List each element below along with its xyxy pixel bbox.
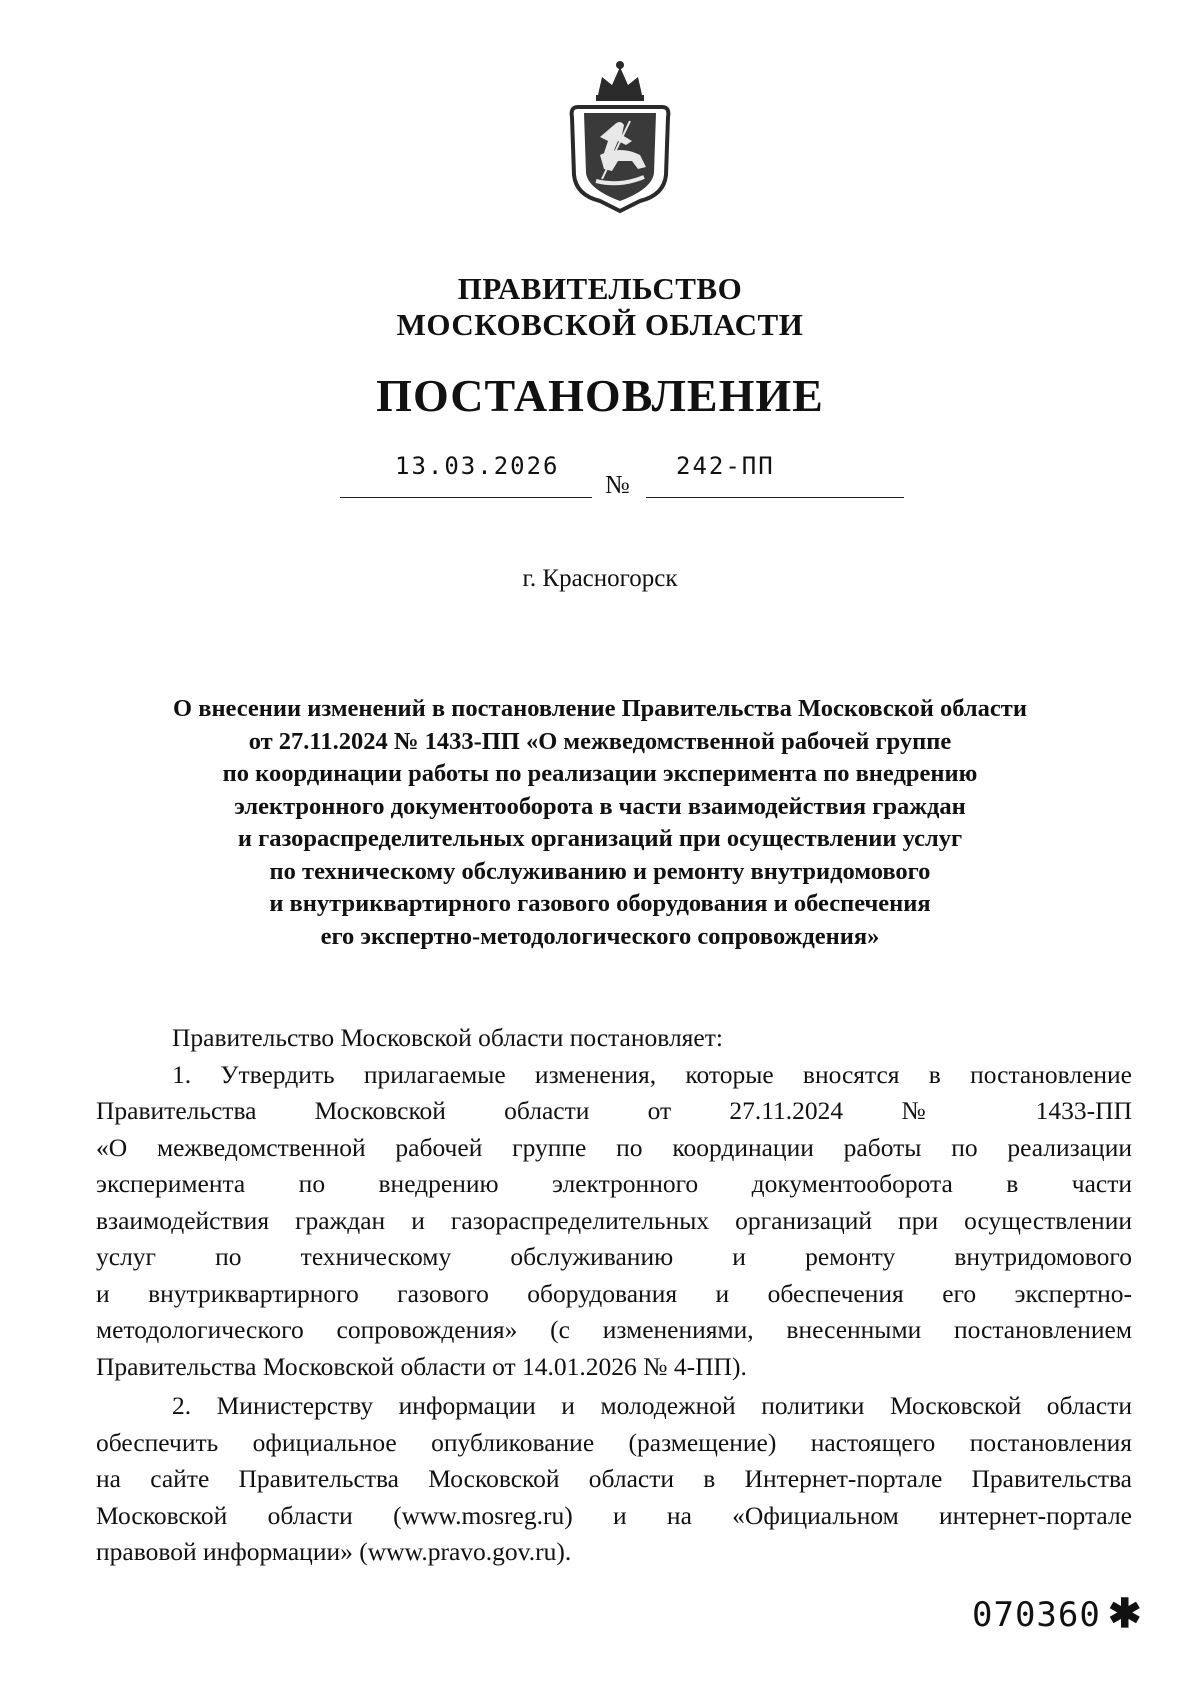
- number-underline: [646, 497, 904, 498]
- document-body: [96, 1020, 1132, 1571]
- heading-line: по координации работы по реализации эксперимента по внедрению: [222, 760, 978, 787]
- body-line: эксперимента по внедрению электронного документооборота в части: [96, 1169, 1132, 1198]
- heading-line: его экспертно-методологического сопровождения»: [320, 922, 880, 950]
- body-line: правовой информации» (www.pravo.gov.ru).: [96, 1537, 572, 1566]
- body-line: услуг по техническому обслуживанию и ремонту внутридомового: [96, 1242, 1132, 1271]
- body-line: Московской области (www.mosreg.ru) и на «Официальном интернет-портале: [96, 1500, 1132, 1530]
- asterisk-mark: ✱: [1108, 1591, 1142, 1636]
- heading-line: и газораспределительных организаций при осуществлении услуг: [237, 825, 963, 852]
- body-line: и внутриквартирного газового оборудования и обеспечения его экспертно-: [96, 1278, 1132, 1308]
- number-sign: №: [605, 470, 630, 499]
- heading-line: по техническому обслуживанию и ремонту внутридомового: [269, 857, 931, 885]
- document-number: 242-ПП: [676, 452, 775, 480]
- body-line: Правительства Московской области от 27.11.2024 № 1433-ПП: [96, 1096, 1132, 1125]
- government-name-line1: ПРАВИТЕЛЬСТВО: [457, 271, 743, 306]
- city-name: г. Красногорск: [522, 565, 678, 592]
- heading-line: от 27.11.2024 № 1433-ПП «О межведомственной рабочей группе: [248, 727, 952, 755]
- paragraph-2: [96, 1388, 1132, 1571]
- heading-line: и внутриквартирного газового оборудования и обеспечения: [269, 890, 931, 917]
- document-date: 13.03.2026: [395, 452, 560, 480]
- heading-line: электронного документооборота в части взаимодействия граждан: [234, 792, 966, 820]
- government-name-line2: МОСКОВСКОЙ ОБЛАСТИ: [396, 307, 804, 342]
- paragraph-1: [96, 1057, 1132, 1386]
- document-type-title: ПОСТАНОВЛЕНИЕ: [376, 370, 824, 421]
- serial-number: 070360: [972, 1595, 1101, 1635]
- body-line: на сайте Правительства Московской области в Интернет-портале Правительства: [96, 1464, 1132, 1493]
- body-line: 2. Министерству информации и молодежной политики Московской области: [172, 1391, 1132, 1420]
- document-heading: [100, 693, 1100, 953]
- date-underline: [340, 497, 592, 498]
- intro-line: Правительство Московской области постановляет:: [172, 1023, 723, 1052]
- body-line: взаимодействия граждан и газораспределительных организаций при осуществлении: [96, 1205, 1132, 1235]
- body-line: обеспечить официальное опубликование (размещение) настоящего постановления: [96, 1427, 1132, 1457]
- body-line: 1. Утвердить прилагаемые изменения, которые вносятся в постановление: [172, 1059, 1132, 1089]
- coat-of-arms-icon: [560, 55, 680, 215]
- body-line: Правительства Московской области от 14.01.2026 № 4-ПП).: [96, 1351, 747, 1381]
- heading-line: О внесении изменений в постановление Правительства Московской области: [173, 695, 1027, 722]
- body-line: методологического сопровождения» (с изменениями, внесенными постановлением: [96, 1315, 1132, 1344]
- body-line: «О межведомственной рабочей группе по координации работы по реализации: [96, 1132, 1132, 1162]
